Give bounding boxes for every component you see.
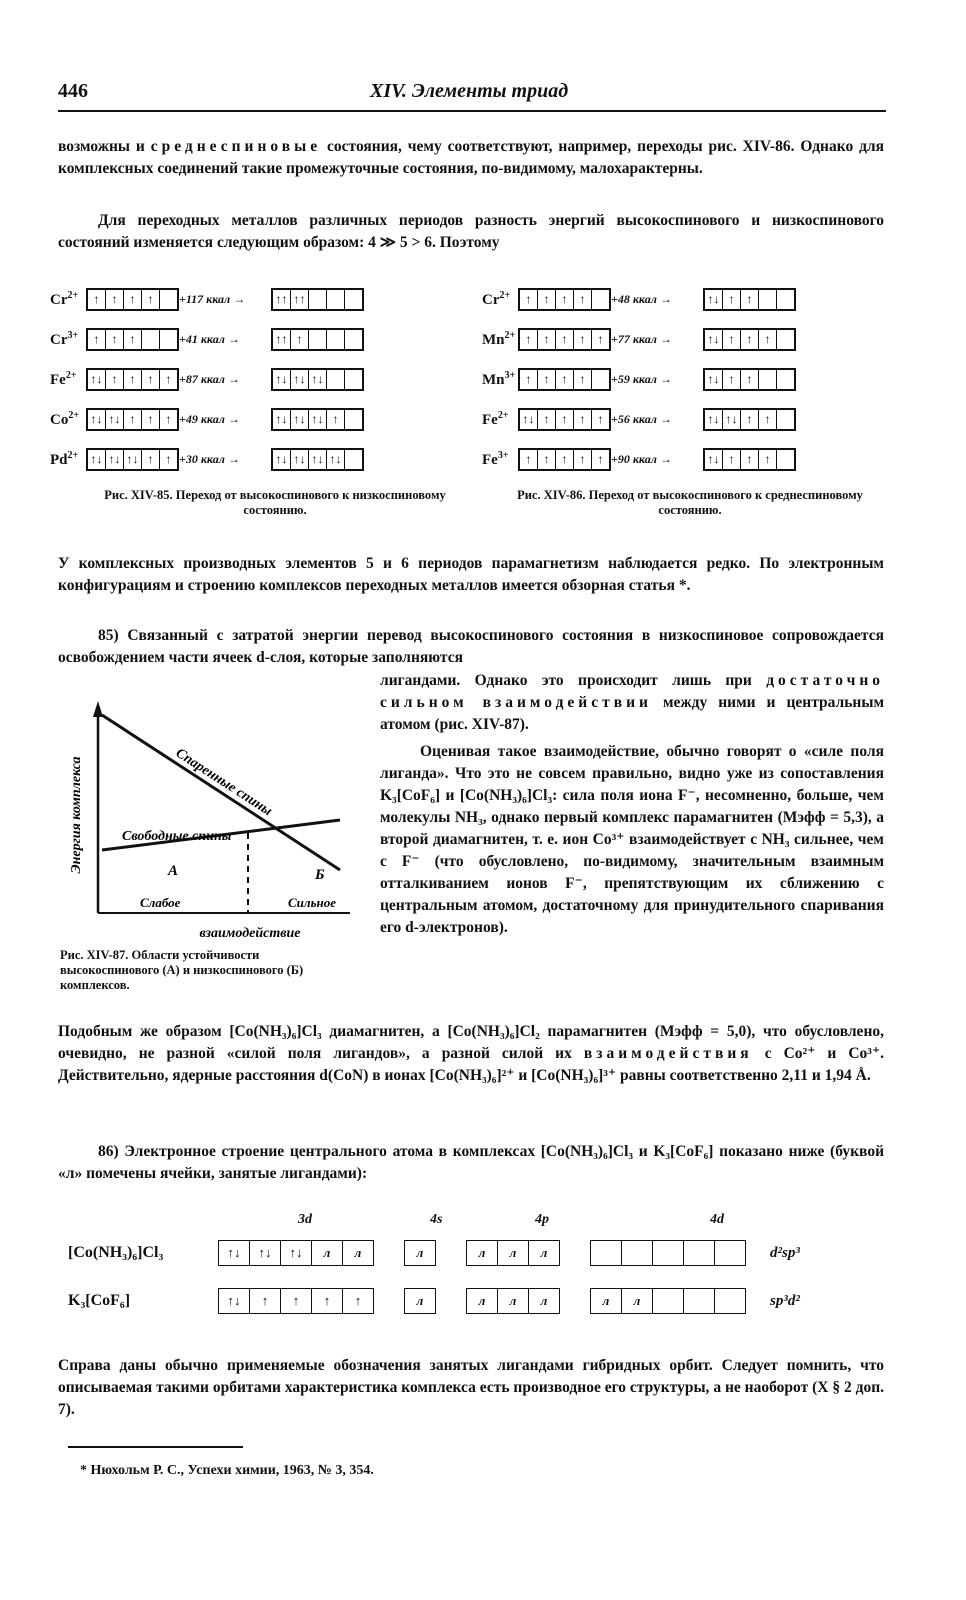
orbital-cell <box>309 290 327 309</box>
figure-85 <box>50 285 450 485</box>
orbital-cell: ↑ <box>759 410 777 429</box>
orbital-cell: ↑ <box>142 290 160 309</box>
p85-r1a: лигандами. Однако это происходит лишь при <box>380 672 752 689</box>
paragraph-85-top: 85) Связанный с затратой энергии перевод высокоспинового состояния в низкоспиновое сопровождается освобождением части ячеек d-слоя, которые заполняются <box>58 627 884 666</box>
ion-symbol: $Co^{2+}$ <box>50 409 80 428</box>
orbital-cell: ↑ <box>597 411 604 426</box>
ion-symbol: $Cr^{3+}$ <box>50 329 79 348</box>
orbital-cell: ↑↑ <box>273 330 291 349</box>
orbital-group-p4 <box>466 1240 560 1266</box>
high-spin-cells <box>86 448 179 471</box>
hybrid-row <box>68 1240 800 1266</box>
orbital-cell <box>777 450 794 469</box>
orbital-cell: ↑↓ <box>124 450 142 469</box>
orbital-cell: ↑↓ <box>309 410 327 429</box>
orbital-cell <box>592 370 609 389</box>
orbital-cell: ↑ <box>723 330 741 349</box>
orbital-cell: ↑ <box>106 370 124 389</box>
hybrid-row <box>68 1288 800 1314</box>
orbital-cell: ↑ <box>520 290 538 309</box>
paragraph-86: 86) Электронное строение центрального атома в комплексах [Co(NH₃)₆]Cl₃ и K₃[CoF₆] показано ниже (буквой «л» помечены ячейки, занятые лигандами): <box>58 1143 884 1182</box>
orbital-cell: ↑ <box>556 370 574 389</box>
figure-86 <box>482 285 902 485</box>
orbital-cell <box>653 1289 684 1313</box>
intro-suffix: состояния, чему соответствуют, например, переходы рис. XIV-86. Однако для комплексных соединений такие промежуточные состояния, по-видимому, малохарактерны. <box>58 138 885 177</box>
orbital-group-p4 <box>466 1288 560 1314</box>
orbital-cell: ↑ <box>741 370 759 389</box>
orbital-cell: ↑ <box>88 330 106 349</box>
header-4s: 4s <box>430 1212 443 1227</box>
orbital-cell: ↑ <box>574 410 592 429</box>
orbital-cell: ↑ <box>741 330 759 349</box>
header-3d: 3d <box>298 1212 312 1227</box>
orbital-cell: ↑ <box>759 330 777 349</box>
orbital-cell: ↑↓ <box>106 450 124 469</box>
orbital-cell: ↑↓ <box>219 1289 250 1313</box>
fig85-row <box>50 325 364 353</box>
y-axis-label: Энергия комплекса <box>69 756 84 874</box>
ion-symbol: $Fe^{2+}$ <box>482 409 509 428</box>
low-spin-cells <box>703 288 796 311</box>
low-spin-cells <box>271 288 364 311</box>
header-rule <box>58 110 886 112</box>
low-spin-cells <box>703 448 796 471</box>
orbital-cell: ↑ <box>250 1289 281 1313</box>
low-spin-cells <box>271 448 364 471</box>
orbital-cell: ↑ <box>538 410 556 429</box>
high-spin-cells <box>86 288 179 311</box>
orbital-cell: л <box>467 1289 498 1313</box>
orbital-cell: ↑ <box>538 370 556 389</box>
orbital-cell: л <box>540 1293 548 1308</box>
orbital-cell: ↑ <box>142 370 160 389</box>
energy-label: +48 ккал → <box>611 291 672 306</box>
strong-label: Сильное <box>288 895 337 910</box>
p85-bottom-spaced: взаимодействия <box>583 1045 753 1062</box>
orbital-cell: ↑↓ <box>309 450 327 469</box>
p85-bottom-b: с Co²⁺ и Co³⁺. Действительно, ядерные расстояния d(CoN) в ионах [Co(NH₃)₆]²⁺ и [Co(NH₃)₆]³⁺ равны соответственно 2,11 и 1,94 Å. <box>58 1045 885 1084</box>
orbital-cell <box>345 410 362 429</box>
orbital-cell: л <box>622 1289 653 1313</box>
orbital-cell <box>345 330 362 349</box>
orbital-cell: ↑ <box>327 410 345 429</box>
high-spin-cells <box>86 368 179 391</box>
orbital-cell <box>715 1241 745 1265</box>
x-axis-label: взаимодействие <box>199 926 301 941</box>
energy-label: +59 ккал → <box>611 371 672 386</box>
orbital-cell: ↑ <box>574 290 592 309</box>
orbital-cell <box>591 1241 622 1265</box>
orbital-cell: ↑↓ <box>291 450 309 469</box>
orbital-cell: ↑ <box>124 290 142 309</box>
low-spin-cells <box>271 328 364 351</box>
orbital-cell: ↑ <box>165 451 172 466</box>
orbital-cell: ↑ <box>106 290 124 309</box>
orbital-cell <box>759 370 777 389</box>
orbital-cell: ↑ <box>759 450 777 469</box>
low-spin-cells <box>703 368 796 391</box>
orbital-cell <box>309 330 327 349</box>
high-spin-cells <box>518 408 611 431</box>
paired-spins-label: Спаренные спины <box>172 745 275 820</box>
intro-paragraph <box>58 136 884 180</box>
orbital-cell <box>327 290 345 309</box>
running-title: XIV. Элементы триад <box>370 80 569 102</box>
orbital-cell <box>777 290 794 309</box>
orbital-cell <box>684 1241 715 1265</box>
paragraph-end: Справа даны обычно применяемые обозначения занятых лигандами гибридных орбит. Следует помнить, что описываемая такими орбитами характеристика комплекса есть производное его структуры, а не наоборот (X § 2 доп. 7). <box>58 1357 884 1418</box>
orbital-cell <box>160 290 177 309</box>
orbital-cell <box>345 450 362 469</box>
orbital-cell: ↑↓ <box>88 410 106 429</box>
ion-symbol: $Mn^{2+}$ <box>482 329 516 348</box>
orbital-cell: ↑↓ <box>309 370 327 389</box>
orbital-group-d4 <box>590 1288 746 1314</box>
fig85-row <box>50 405 364 433</box>
complex-label: K₃[CoF₆] <box>68 1292 131 1309</box>
fig85-row <box>50 285 364 313</box>
paragraph-heavy-periods: У комплексных производных элементов 5 и 6 периодов парамагнетизм наблюдается редко. По электронным конфигурациям и строению комплексов переходных металлов имеется обзорная статья *. <box>58 555 884 594</box>
hybrid-type: d²sp³ <box>770 1244 800 1261</box>
high-spin-cells <box>518 368 611 391</box>
header-4p: 4p <box>535 1212 549 1227</box>
orbital-cell <box>327 330 345 349</box>
orbital-cell: ↑ <box>556 410 574 429</box>
energy-label: +56 ккал → <box>611 411 672 426</box>
orbital-cell: ↑ <box>597 451 604 466</box>
paragraph-85-right-1 <box>380 670 884 736</box>
energy-label: +117 ккал → <box>179 291 246 306</box>
orbital-cell: ↑↓ <box>291 370 309 389</box>
orbital-cell: ↑ <box>723 370 741 389</box>
region-b-label: Б <box>315 867 325 883</box>
orbital-cell: ↑ <box>124 370 142 389</box>
orbital-cell: л <box>416 1293 424 1308</box>
orbital-cell: л <box>416 1245 424 1260</box>
orbital-cell: л <box>354 1245 362 1260</box>
orbital-cell <box>777 410 794 429</box>
orbital-cell: ↑↓ <box>106 410 124 429</box>
figure-87 <box>60 695 360 945</box>
energy-label: +49 ккал → <box>179 411 240 426</box>
orbital-cell: л <box>498 1241 529 1265</box>
orbital-cell: ↑↑ <box>273 290 291 309</box>
orbital-cell: ↑ <box>520 330 538 349</box>
orbital-group-s4 <box>404 1288 436 1314</box>
orbital-cell <box>592 290 609 309</box>
header-4d: 4d <box>710 1212 724 1227</box>
orbital-group-s4 <box>404 1240 436 1266</box>
complex-label: [Co(NH₃)₆]Cl₃ <box>68 1244 164 1261</box>
orbital-cell: ↑ <box>556 450 574 469</box>
low-spin-cells <box>703 408 796 431</box>
weak-label: Слабое <box>140 895 181 910</box>
intro-prefix: возможны и <box>58 138 145 155</box>
y-axis-arrow <box>93 701 103 717</box>
orbital-cell: ↑↓ <box>88 370 106 389</box>
orbital-cell: ↑ <box>723 450 741 469</box>
intro-spaced-term: среднеспиновые <box>150 138 322 155</box>
orbital-cell: ↑ <box>574 450 592 469</box>
hybrid-type: sp³d² <box>770 1292 800 1309</box>
orbital-cell: ↑ <box>574 330 592 349</box>
low-spin-cells <box>271 408 364 431</box>
orbital-cell <box>160 330 177 349</box>
orbital-cell: ↑↑ <box>291 290 309 309</box>
orbital-cell <box>715 1289 745 1313</box>
orbital-cell: ↑ <box>142 410 160 429</box>
fig86-row <box>482 405 796 433</box>
low-spin-cells <box>271 368 364 391</box>
orbital-cell: ↑↓ <box>273 370 291 389</box>
high-spin-cells <box>518 448 611 471</box>
orbital-cell: л <box>467 1241 498 1265</box>
orbital-cell: ↑ <box>723 290 741 309</box>
orbital-cell: ↑ <box>165 371 172 386</box>
energy-label: +87 ккал → <box>179 371 240 386</box>
paragraph-85-bottom <box>58 1021 884 1087</box>
orbital-cell <box>345 370 362 389</box>
region-a-label: А <box>168 863 179 879</box>
ion-symbol: $Fe^{2+}$ <box>50 369 77 388</box>
free-spins-label: Свободные спины <box>122 829 232 844</box>
high-spin-cells <box>518 328 611 351</box>
orbital-cell: ↑↓ <box>273 450 291 469</box>
figure-85-caption: Рис. XIV-85. Переход от высокоспинового к низкоспиновому состоянию. <box>104 488 446 517</box>
orbital-cell: ↑↓ <box>219 1241 250 1265</box>
orbital-cell <box>759 290 777 309</box>
orbital-cell: ↑ <box>312 1289 343 1313</box>
orbital-cell: ↑↓ <box>723 410 741 429</box>
orbital-cell: ↑↓ <box>281 1241 312 1265</box>
orbital-cell <box>142 330 160 349</box>
fig86-row <box>482 445 796 473</box>
orbital-cell: ↑ <box>597 331 604 346</box>
fig86-row <box>482 325 796 353</box>
figure-87-caption: Рис. XIV-87. Области устойчивости высокоспинового (А) и низкоспинового (Б) комплексов. <box>60 948 304 992</box>
orbital-cell: ↑ <box>556 330 574 349</box>
energy-label: +30 ккал → <box>179 451 240 466</box>
high-spin-cells <box>518 288 611 311</box>
fig86-row <box>482 365 796 393</box>
orbital-cell: ↑ <box>88 290 106 309</box>
footnote: * Нюхольм Р. С., Успехи химии, 1963, № 3, 354. <box>80 1463 374 1478</box>
low-spin-cells <box>703 328 796 351</box>
orbital-cell: л <box>591 1289 622 1313</box>
energy-label: +77 ккал → <box>611 331 672 346</box>
orbital-cell: ↑ <box>291 330 309 349</box>
orbital-cell: ↑ <box>124 410 142 429</box>
p85-bottom-a: Подобным же образом [Co(NH₃)₆]Cl₃ диамагнитен, а [Co(NH₃)₆]Cl₂ парамагнитен (Mэфф = 5,0), что обусловлено, очевидно, не разной «силой поля лигандов», а разной силой их <box>58 1023 884 1062</box>
ion-symbol: $Mn^{3+}$ <box>482 369 516 388</box>
orbital-cell: ↑ <box>520 370 538 389</box>
high-spin-cells <box>86 328 179 351</box>
orbital-cell: ↑↓ <box>273 410 291 429</box>
orbital-cell: ↑ <box>165 411 172 426</box>
paragraph-85-right-2: Оценивая такое взаимодействие, обычно говорят о «силе поля лиганда». Что это не совсем правильно, видно уже из сопоставления K₃[CoF₆] и [Co(NH₃)₆]Cl₃: сила поля иона F⁻, несомненно, больше, чем молекулы NH₃, однако первый комплекс парамагнитен (Mэфф = 5,3), а второй диамагнитен, т. е. ион Co³⁺ взаимодействует с NH₃ сильнее, чем с F⁻ (что обусловлено, по-видимому, значительным взаимным отталкиванием ионов F⁻, препятствующим их сближению с центральным атомом, достаточному для принудительного спаривания его d-электронов). <box>380 743 884 936</box>
orbital-cell: ↑ <box>538 330 556 349</box>
high-spin-cells <box>86 408 179 431</box>
orbital-cell: ↑ <box>354 1293 362 1308</box>
fig85-row <box>50 445 364 473</box>
ion-symbol: $Cr^{2+}$ <box>482 289 511 308</box>
orbital-cell: ↑ <box>538 290 556 309</box>
orbital-cell: ↑↓ <box>88 450 106 469</box>
orbital-cell: ↑ <box>741 410 759 429</box>
orbital-cell: ↑↓ <box>250 1241 281 1265</box>
orbital-cell: ↑ <box>124 330 142 349</box>
paragraph-periods: Для переходных металлов различных периодов разность энергий высокоспинового и низкоспинового состояний изменяется следующим образом: 4 ≫ 5 > 6. Поэтому <box>58 212 884 251</box>
ion-symbol: $Pd^{2+}$ <box>50 449 79 468</box>
footnote-rule <box>68 1446 243 1448</box>
orbital-cell: ↑ <box>741 290 759 309</box>
orbital-cell: ↑ <box>741 450 759 469</box>
orbital-cell <box>777 370 794 389</box>
orbital-cell: ↑ <box>574 370 592 389</box>
orbital-cell: ↑ <box>106 330 124 349</box>
orbital-cell <box>345 290 362 309</box>
orbital-group-d3 <box>218 1288 374 1314</box>
orbital-cell: ↑↓ <box>520 410 538 429</box>
fig86-row <box>482 285 796 313</box>
energy-label: +41 ккал → <box>179 331 240 346</box>
orbital-cell: ↑ <box>556 290 574 309</box>
orbital-cell: ↑ <box>281 1289 312 1313</box>
orbital-cell: л <box>540 1245 548 1260</box>
orbital-cell <box>327 370 345 389</box>
orbital-cell: ↑↓ <box>705 290 723 309</box>
orbital-cell: л <box>498 1289 529 1313</box>
orbital-cell: ↑↓ <box>705 330 723 349</box>
orbital-cell: ↑ <box>520 450 538 469</box>
orbital-cell <box>653 1241 684 1265</box>
fig85-row <box>50 365 364 393</box>
p85-r1c: между ними и центральным атомом (рис. XIV-87). <box>380 694 884 733</box>
orbital-cell <box>777 330 794 349</box>
orbital-cell: л <box>312 1241 343 1265</box>
orbital-cell: ↑↓ <box>291 410 309 429</box>
ion-symbol: $Cr^{2+}$ <box>50 289 79 308</box>
orbital-cell: ↑ <box>538 450 556 469</box>
page-number: 446 <box>58 80 88 102</box>
orbital-cell <box>684 1289 715 1313</box>
orbital-cell <box>622 1241 653 1265</box>
orbital-cell: ↑↓ <box>327 450 345 469</box>
orbital-cell: ↑ <box>142 450 160 469</box>
figure-86-caption: Рис. XIV-86. Переход от высокоспинового к среднеспиновому состоянию. <box>517 488 863 517</box>
p85-r1b: достаточно сильном взаимодействии <box>380 672 885 711</box>
energy-label: +90 ккал → <box>611 451 672 466</box>
orbital-cell: ↑↓ <box>705 370 723 389</box>
ion-symbol: $Fe^{3+}$ <box>482 449 509 468</box>
orbital-cell: ↑↓ <box>705 410 723 429</box>
orbital-cell: ↑↓ <box>705 450 723 469</box>
orbital-group-d4 <box>590 1240 746 1266</box>
orbital-group-d3 <box>218 1240 374 1266</box>
